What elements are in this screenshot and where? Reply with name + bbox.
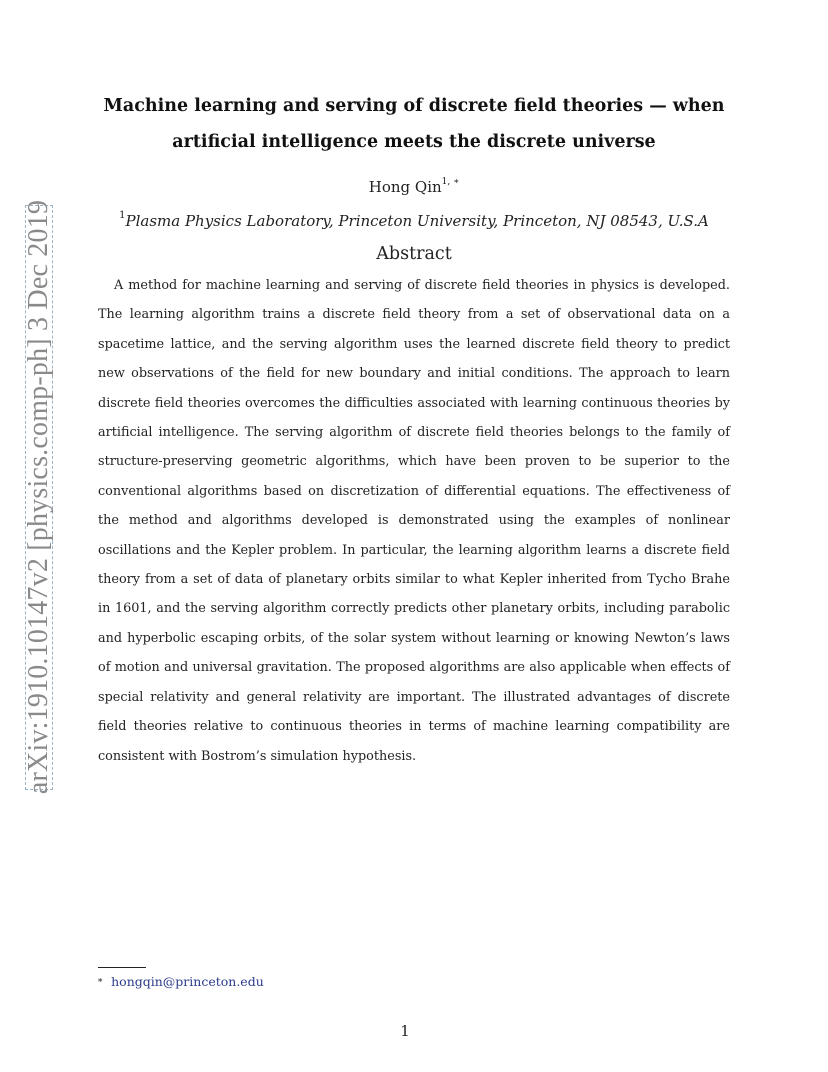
arxiv-stamp <box>0 0 60 1072</box>
abstract-paragraph: A method for machine learning and serving of discrete field theories in physics is developed. The learning algorithm trains a discrete field theory from a set of observational data on a spacetime lattice, and the serving algorithm uses the learned discrete field theory to predict new observations of the field for new boundary and initial conditions. The approach to learn discrete field theories overcomes the difficulties associated with learning continuous theories by artificial intelligence. The serving algorithm of discrete field theories belongs to the family of structure-preserving geometric algorithms, which have been proven to be superior to the conventional algorithms based on discretization of differential equations. The effectiveness of the method and algorithms developed is demonstrated using the examples of nonlinear oscillations and the Kepler problem. In particular, the learning algorithm learns a discrete field theory from a set of data of planetary orbits similar to what Kepler inherited from Tycho Brahe in 1601, and the serving algorithm correctly predicts other planetary orbits, including parabolic and hyperbolic escaping orbits, of the solar system without learning or knowing Newton’s laws of motion and universal gravitation. The proposed algorithms are also applicable when effects of special relativity and general relativity are important. The illustrated advantages of discrete field theories relative to continuous theories in terms of machine learning compatibility are consistent with Bostrom’s simulation hypothesis. <box>98 278 730 764</box>
author-superscript: 1, ∗ <box>441 177 460 187</box>
affiliation-text: Plasma Physics Laboratory, Princeton University, Princeton, NJ 08543, U.S.A <box>125 212 709 230</box>
footnote <box>97 974 264 989</box>
affiliation <box>0 212 828 230</box>
arxiv-identifier: arXiv:1910.10147v2 [physics.comp-ph] 3 Dec 2019 <box>23 199 54 795</box>
paper-title: Machine learning and serving of discrete field theories — when artificial intelligence meets the discrete universe <box>103 96 725 152</box>
abstract-heading: Abstract <box>376 244 452 264</box>
affiliation-marker: 1 <box>119 210 126 221</box>
abstract-body <box>98 271 730 771</box>
author-email-link[interactable]: hongqin@princeton.edu <box>111 974 264 989</box>
page-number: 1 <box>400 1022 410 1040</box>
footnote-rule <box>98 967 146 968</box>
author-line <box>0 178 828 196</box>
author-name: Hong Qin <box>368 178 442 196</box>
footnote-marker: ∗ <box>97 976 104 986</box>
